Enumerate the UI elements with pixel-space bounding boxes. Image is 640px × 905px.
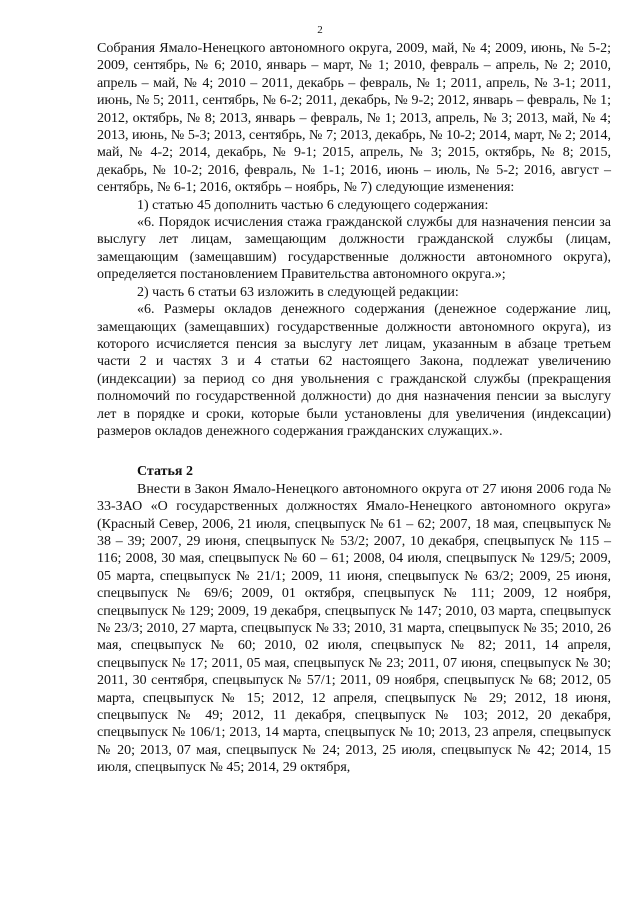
article-2-heading: Статья 2 <box>137 464 193 480</box>
continuation-paragraph: Собрания Ямало-Ненецкого автономного округа, 2009, май, № 4; 2009, июнь, № 5-2; 2009, сентябрь, № 6; 2010, январь – март, № 1; 2010, февраль – апрель, № 2; 2010, апрель – май, № 4; 2010 – 2011, декабрь – февраль, № 1; 2011, апрель, № 3-1; 2011, июнь, № 5; 2011, сентябрь, № 6-2; 2011, декабрь, № 9-2; 2012, январь – февраль, № 1; 2012, октябрь, № 8; 2013, январь – февраль, № 1; 2013, апрель, № 3; 2013, май, № 4; 2013, июнь, № 5-3; 2013, сентябрь, № 7; 2013, декабрь, № 10-2; 2014, март, № 2; 2014, май, № 4-2; 2014, декабрь, № 9-1; 2015, апрель, № 3; 2015, октябрь, № 8; 2015, декабрь, № 10-2; 2016, февраль, № 1-1; 2016, июнь – июль, № 5-2; 2016, август – сентябрь, № 6-1; 2016, октябрь – ноябрь, № 7) следующие изменения: <box>97 41 611 196</box>
page-number: 2 <box>317 24 323 36</box>
quoted-part-6-article-45: «6. Порядок исчисления стажа гражданской службы для назначения пенсии за выслугу лет лицам, замещающим должности гражданской службы (лицам, замещающим (замещавшим) государственные должности автономного округа), определяется постановлением Правительства автономного округа.»; <box>97 215 611 283</box>
article-2-paragraph: Внести в Закон Ямало-Ненецкого автономного округа от 27 июня 2006 года № 33-ЗАО «О государственных должностях Ямало-Ненецкого автономного округа» (Красный Север, 2006, 21 июля, спецвыпуск № 61 – 62; 2007, 18 мая, спецвыпуск № 38 – 39; 2007, 29 июня, спецвыпуск № 53/2; 2007, 10 декабря, спецвыпуск № 115 – 116; 2008, 30 мая, спецвыпуск № 60 – 61; 2008, 04 июля, спецвыпуск № 129/5; 2009, 05 марта, спецвыпуск № 21/1; 2009, 11 июня, спецвыпуск № 63/2; 2009, 25 июня, спецвыпуск № 69/6; 2009, 01 октября, спецвыпуск № 111; 2009, 12 ноября, спецвыпуск № 129; 2009, 19 декабря, спецвыпуск № 147; 2010, 03 марта, спецвыпуск № 23/3; 2010, 27 марта, спецвыпуск № 33; 2010, 31 марта, спецвыпуск № 35; 2010, 26 мая, спецвыпуск № 60; 2010, 02 июля, спецвыпуск № 82; 2011, 14 апреля, спецвыпуск № 17; 2011, 05 мая, спецвыпуск № 23; 2011, 07 июня, спецвыпуск № 30; 2011, 30 сентября, спецвыпуск № 57/1; 2011, 09 ноября, спецвыпуск № 68; 2012, 05 марта, спецвыпуск № 15; 2012, 12 апреля, спецвыпуск № 29; 2012, 18 июня, спецвыпуск № 49; 2012, 11 декабря, спецвыпуск № 103; 2012, 20 декабря, спецвыпуск № 106/1; 2013, 14 марта, спецвыпуск № 10; 2013, 23 апреля, спецвыпуск № 20; 2013, 07 мая, спецвыпуск № 24; 2013, 25 июля, спецвыпуск № 42; 2014, 15 июля, спецвыпуск № 45; 2014, 29 октября, <box>97 481 611 776</box>
amendment-item-2: 2) часть 6 статьи 63 изложить в следующей редакции: <box>137 284 459 300</box>
amendment-item-1: 1) статью 45 дополнить частью 6 следующего содержания: <box>137 197 489 213</box>
quoted-part-6-article-63: «6. Размеры окладов денежного содержания (денежное содержание лиц, замещающих (замещавших) государственные должности автономного округа), из которого исчисляется пенсия за выслугу лет лицам, указанным в абзаце третьем части 2 и частях 3 и 4 статьи 62 настоящего Закона, подлежат увеличению (индексации) за период со дня увольнения с гражданской службы (прекращения полномочий по государственной должности) до дня назначения пенсии за выслугу лет в порядке и сроки, которые были установлены для увеличения (индексации) размеров окладов денежного содержания гражданских служащих.». <box>97 302 611 439</box>
document-body <box>97 40 611 777</box>
section-spacing <box>97 440 611 463</box>
